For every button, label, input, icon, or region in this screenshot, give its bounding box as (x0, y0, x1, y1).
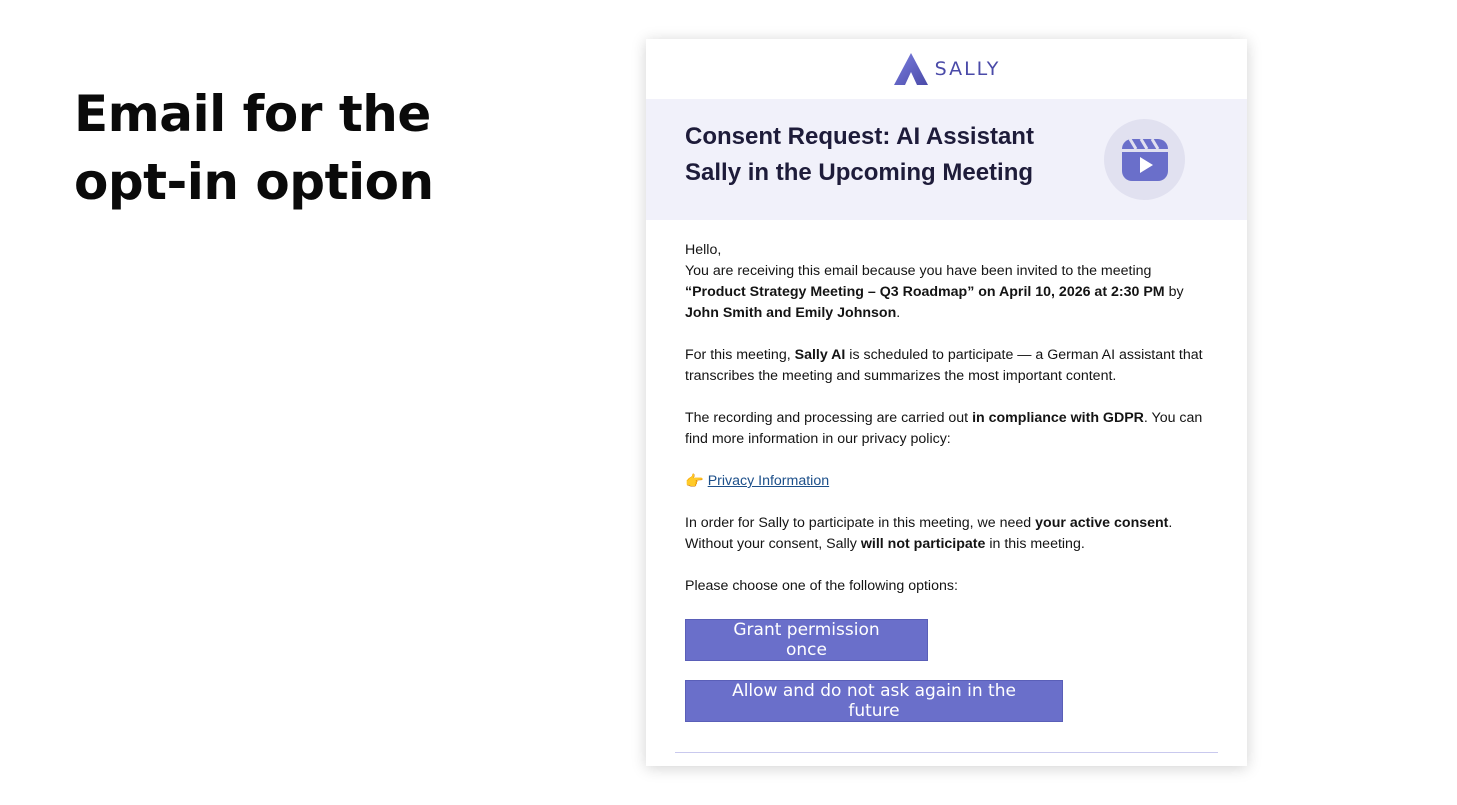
grant-permission-once-button[interactable]: Grant permission once (685, 619, 928, 661)
gdpr-bold: in compliance with GDPR (972, 410, 1144, 426)
text: is scheduled to participate — a German AI assistant that transcribes the meeting and summarizes the most important content. (685, 347, 1203, 384)
heading-line-1: Consent Request: AI Assistant (685, 123, 1034, 150)
slide-title (74, 80, 494, 216)
meeting-name-date: “Product Strategy Meeting – Q3 Roadmap” on April 10, 2026 at 2:30 PM (685, 284, 1165, 300)
slide-title-line-1: Email for the (74, 85, 431, 143)
text: For this meeting, (685, 347, 795, 363)
email-hero (646, 99, 1247, 220)
paragraph-options: Please choose one of the following options: (685, 578, 958, 594)
privacy-information-link[interactable]: Privacy Information (707, 473, 830, 489)
email-header (646, 39, 1247, 99)
text: In order for Sally to participate in this meeting, we need (685, 515, 1036, 531)
heading-line-2: Sally in the Upcoming Meeting (685, 159, 1034, 186)
email-card (646, 39, 1247, 766)
email-body (646, 220, 1247, 597)
text: in this meeting. (985, 536, 1085, 552)
active-consent-bold: your active consent (1035, 515, 1169, 531)
paragraph-gdpr (685, 408, 1208, 450)
email-subject-heading (685, 119, 1065, 191)
logo-text: SALLY (934, 58, 1001, 80)
sally-ai-bold: Sally AI (794, 347, 846, 363)
organizers: John Smith and Emily Johnson (685, 305, 897, 321)
privacy-line (685, 471, 1208, 492)
not-participate-bold: will not participate (860, 536, 986, 552)
paragraph-sally-ai (685, 345, 1208, 387)
text: . Without your consent, Sally (685, 515, 1173, 552)
sally-logo-icon (893, 52, 929, 86)
video-play-icon (1121, 137, 1169, 183)
text: The recording and processing are carried out (685, 410, 973, 426)
greeting: Hello, (685, 242, 722, 258)
by-text: by (1164, 284, 1184, 300)
paragraph-consent (685, 513, 1208, 555)
allow-always-button[interactable]: Allow and do not ask again in the future (685, 680, 1063, 722)
pointing-hand-icon: 👉 (685, 473, 704, 490)
hero-icon-badge (1104, 119, 1185, 200)
invitation-text: You are receiving this email because you have been invited to the meeting (685, 263, 1152, 279)
slide-title-line-2: opt-in option (74, 153, 434, 211)
text: . You can find more information in our privacy policy: (685, 410, 1203, 447)
period: . (896, 305, 901, 321)
footer-divider (675, 752, 1218, 753)
paragraph-invitation (685, 261, 1208, 324)
